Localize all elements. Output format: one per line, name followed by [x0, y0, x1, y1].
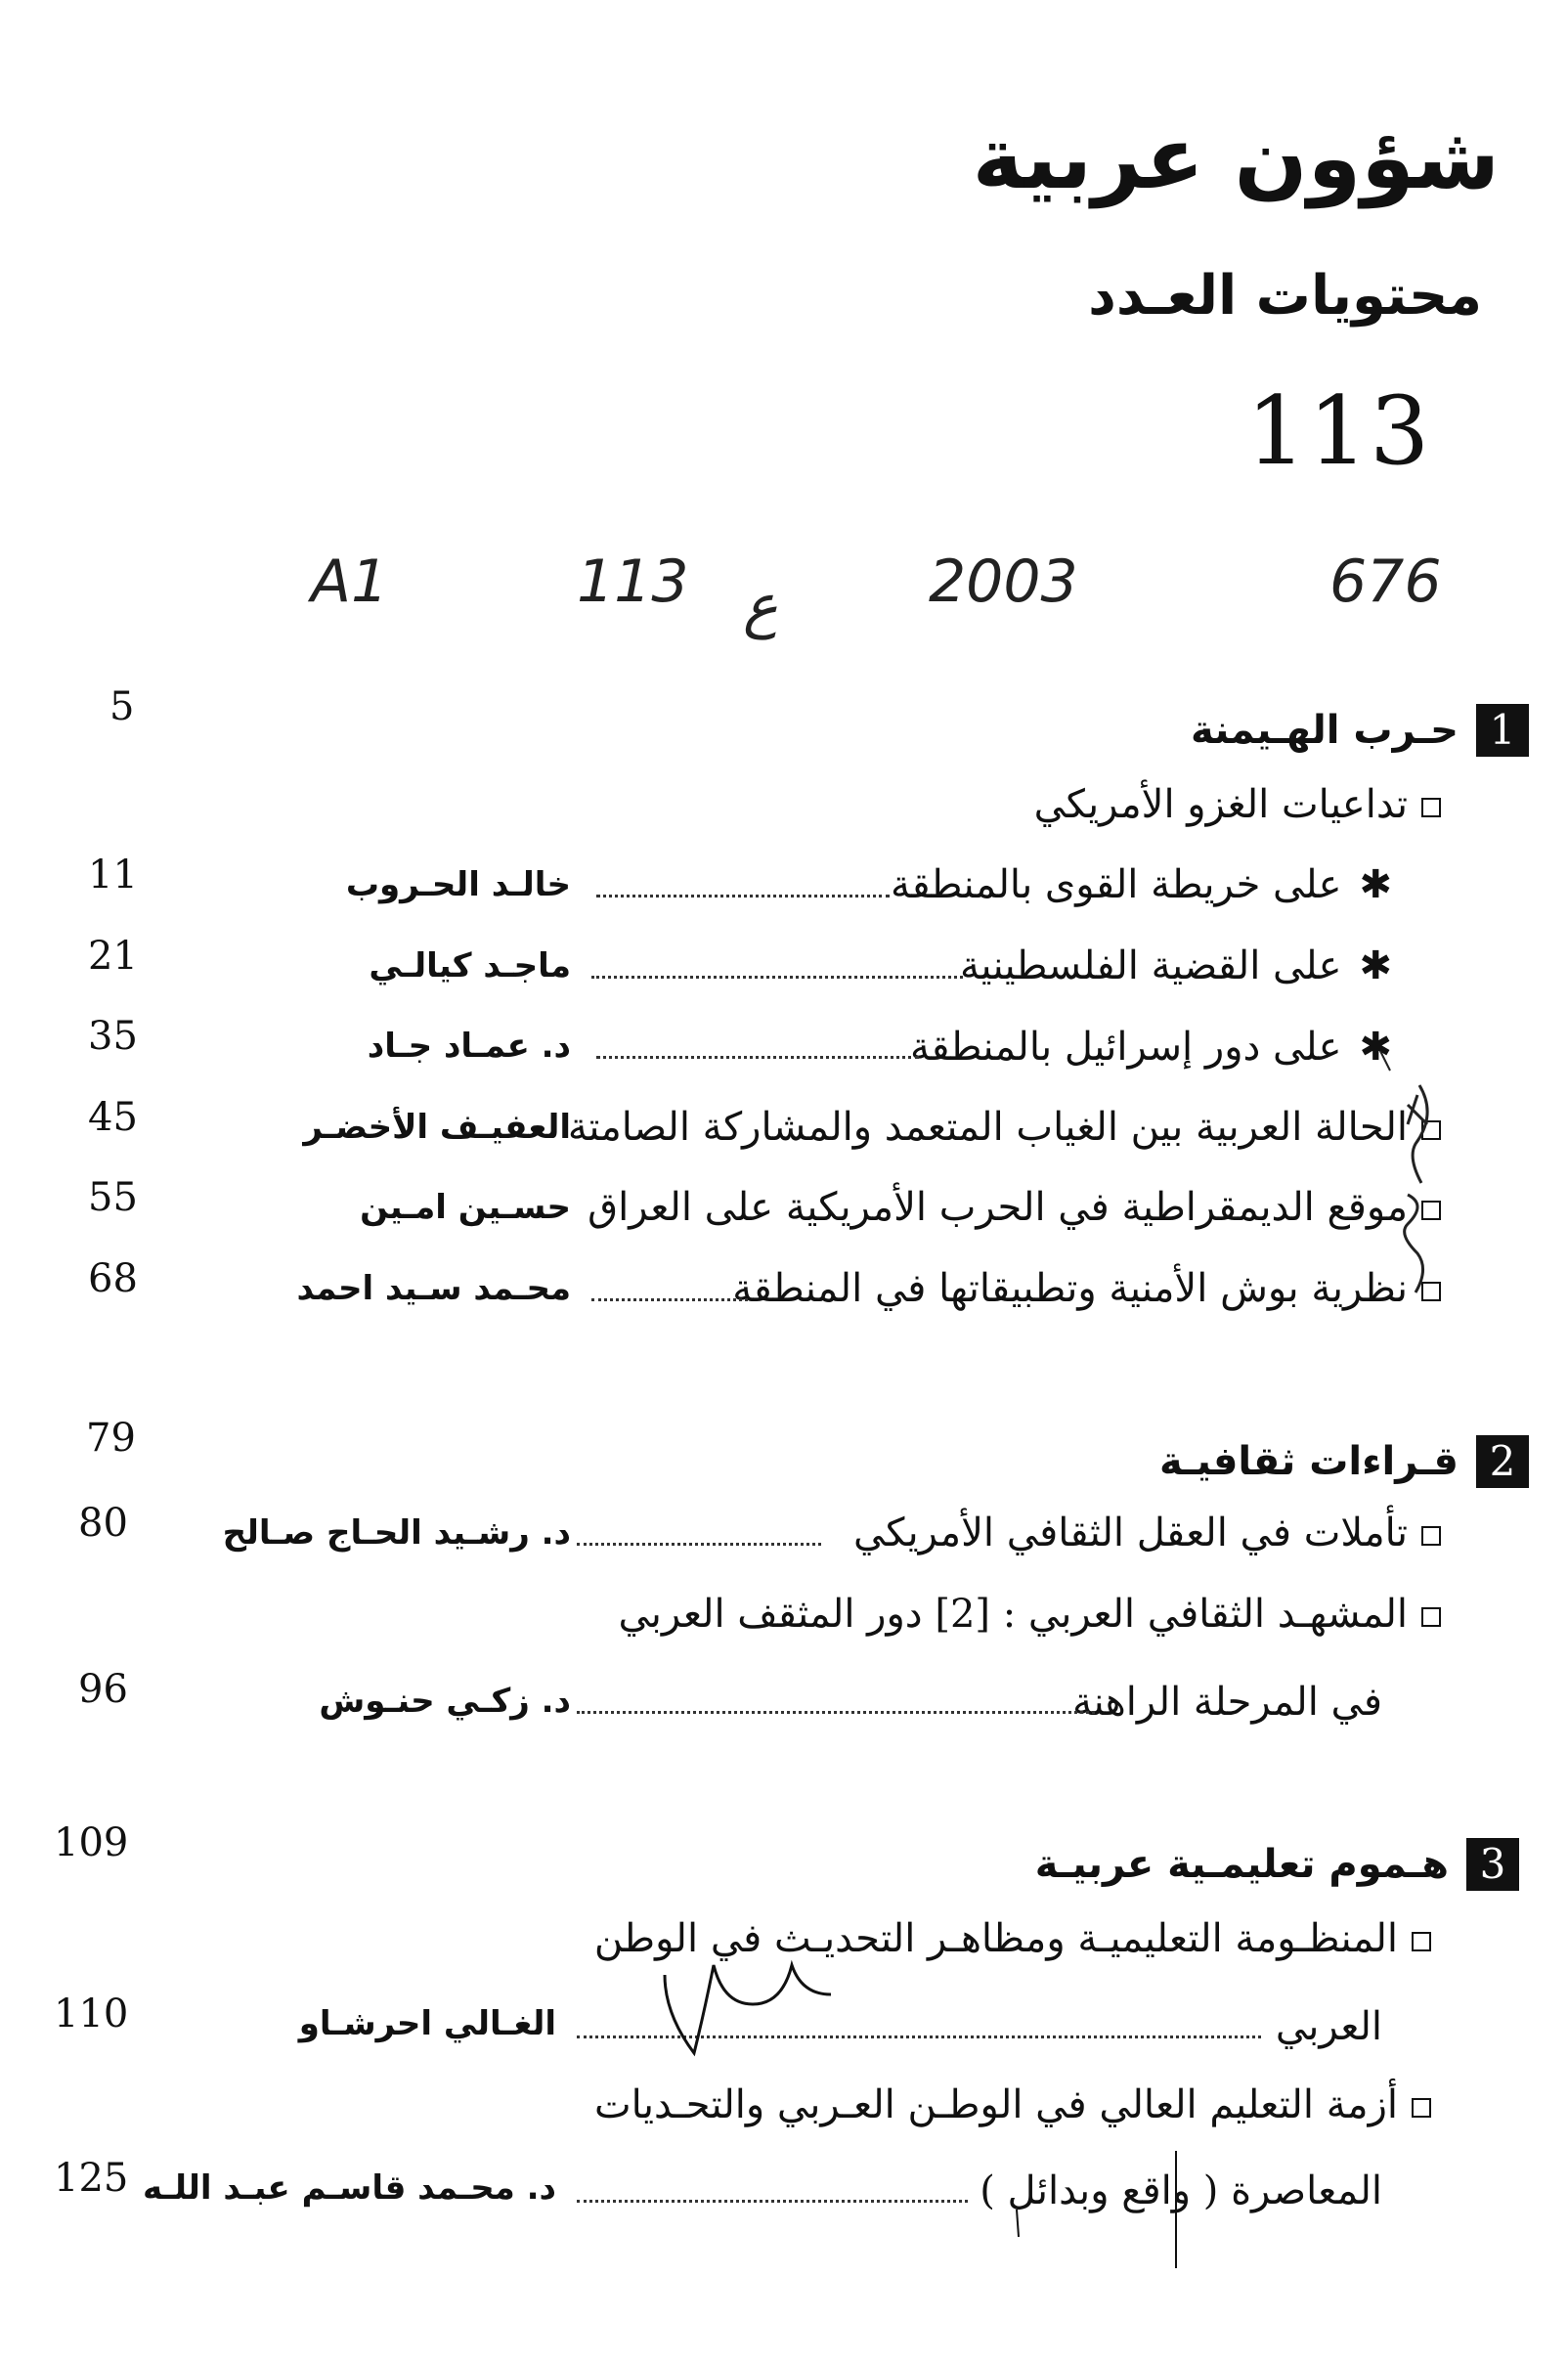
section-page: 5 [109, 684, 135, 729]
entry-title: على دور إسرائيل بالمنطقة [909, 1025, 1342, 1070]
section-title: قـراءات ثقافيـة [1158, 1439, 1459, 1484]
entry-author: حسـين امـين [360, 1188, 571, 1227]
entry-title: أزمة التعليم العالي في الوطـن العـربي والتحـديات [594, 2082, 1398, 2127]
section-title: حـرب الهـيمنة [1190, 708, 1459, 753]
asterisk-bullet-icon: ✱ [1359, 1025, 1392, 1070]
entry-author: د. محـمد قاسـم عبـد اللـه [143, 2168, 556, 2208]
handwritten-issue: 113 [577, 547, 689, 616]
journal-title: شؤون عربية [972, 108, 1500, 208]
entry-author: د. رشـيد الحـاج صـالح [222, 1513, 571, 1553]
entry-title: المنظـومة التعليميـة ومظاهـر التحديـث في الوطن [593, 1916, 1398, 1961]
entry-author: العفيـف الأخضـر [303, 1108, 571, 1147]
entry-title: على خريطة القوى بالمنطقة [891, 862, 1342, 907]
entry-page: 68 [88, 1256, 138, 1301]
entry-title: نظرية بوش الأمنية وتطبيقاتها في المنطقة [732, 1266, 1408, 1311]
entry-title: تداعيات الغزو الأمريكي [1033, 782, 1408, 827]
entry-author: محـمد سـيد احمد [296, 1269, 571, 1308]
entry-author: د. عمـاد جـاد [367, 1027, 571, 1066]
asterisk-bullet-icon: ✱ [1359, 943, 1392, 988]
entry-page: 11 [88, 853, 138, 897]
section-page: 109 [54, 1820, 129, 1865]
entry-author: ماجـد كيالـي [369, 946, 571, 985]
pen-mark [1017, 2210, 1019, 2237]
pen-mark [665, 1965, 831, 2053]
issue-number: 113 [1246, 376, 1432, 486]
contents-label: محتويات العـدد [1088, 264, 1482, 328]
section-title: هـموم تعليمـية عربيـة [1034, 1842, 1449, 1887]
entry-page: 125 [54, 2156, 129, 2201]
pen-mark [1380, 1051, 1390, 1071]
entry-title: على القضية الفلسطينية [959, 943, 1342, 988]
entry-author: خالـد الحـروب [345, 865, 571, 904]
handwritten-ref: 676 [1329, 547, 1442, 616]
handwritten-year: 2003 [929, 547, 1078, 616]
entry-page: 80 [78, 1501, 128, 1546]
entry-title-line2: في المرحلة الراهنة [1072, 1680, 1382, 1725]
asterisk-bullet-icon: ✱ [1359, 862, 1392, 907]
entry-title: تأملات في العقل الثقافي الأمريكي [853, 1510, 1408, 1555]
entry-page: 55 [88, 1175, 138, 1220]
section-number: 3 [1466, 1838, 1519, 1891]
handwritten-code: A1 [311, 547, 389, 616]
entry-author: د. زكـي حنـوش [319, 1682, 571, 1721]
section-page: 79 [86, 1416, 136, 1461]
entry-title-line2: المعاصرة ( واقع وبدائل ) [980, 2168, 1382, 2213]
entry-page: 45 [88, 1095, 138, 1140]
entry-page: 35 [88, 1014, 138, 1059]
entry-page: 110 [54, 1992, 129, 2036]
entry-title: المشهـد الثقافي العربي : [2] دور المثقف العربي [618, 1592, 1408, 1637]
pen-mark [1405, 1195, 1423, 1292]
handwritten-ain: ع [743, 572, 778, 640]
section-number: 2 [1476, 1435, 1529, 1488]
entry-page: 21 [88, 934, 138, 979]
entry-title: موقع الديمقراطية في الحرب الأمريكية على العراق [588, 1185, 1408, 1230]
entry-author: الغـالي احرشـاو [298, 2004, 556, 2043]
entry-title: الحالة العربية بين الغياب المتعمد والمشاركة الصامتة [567, 1105, 1408, 1150]
entry-title-line2: العربي [1275, 2004, 1382, 2049]
entry-page: 96 [78, 1667, 128, 1712]
section-number: 1 [1476, 704, 1529, 757]
